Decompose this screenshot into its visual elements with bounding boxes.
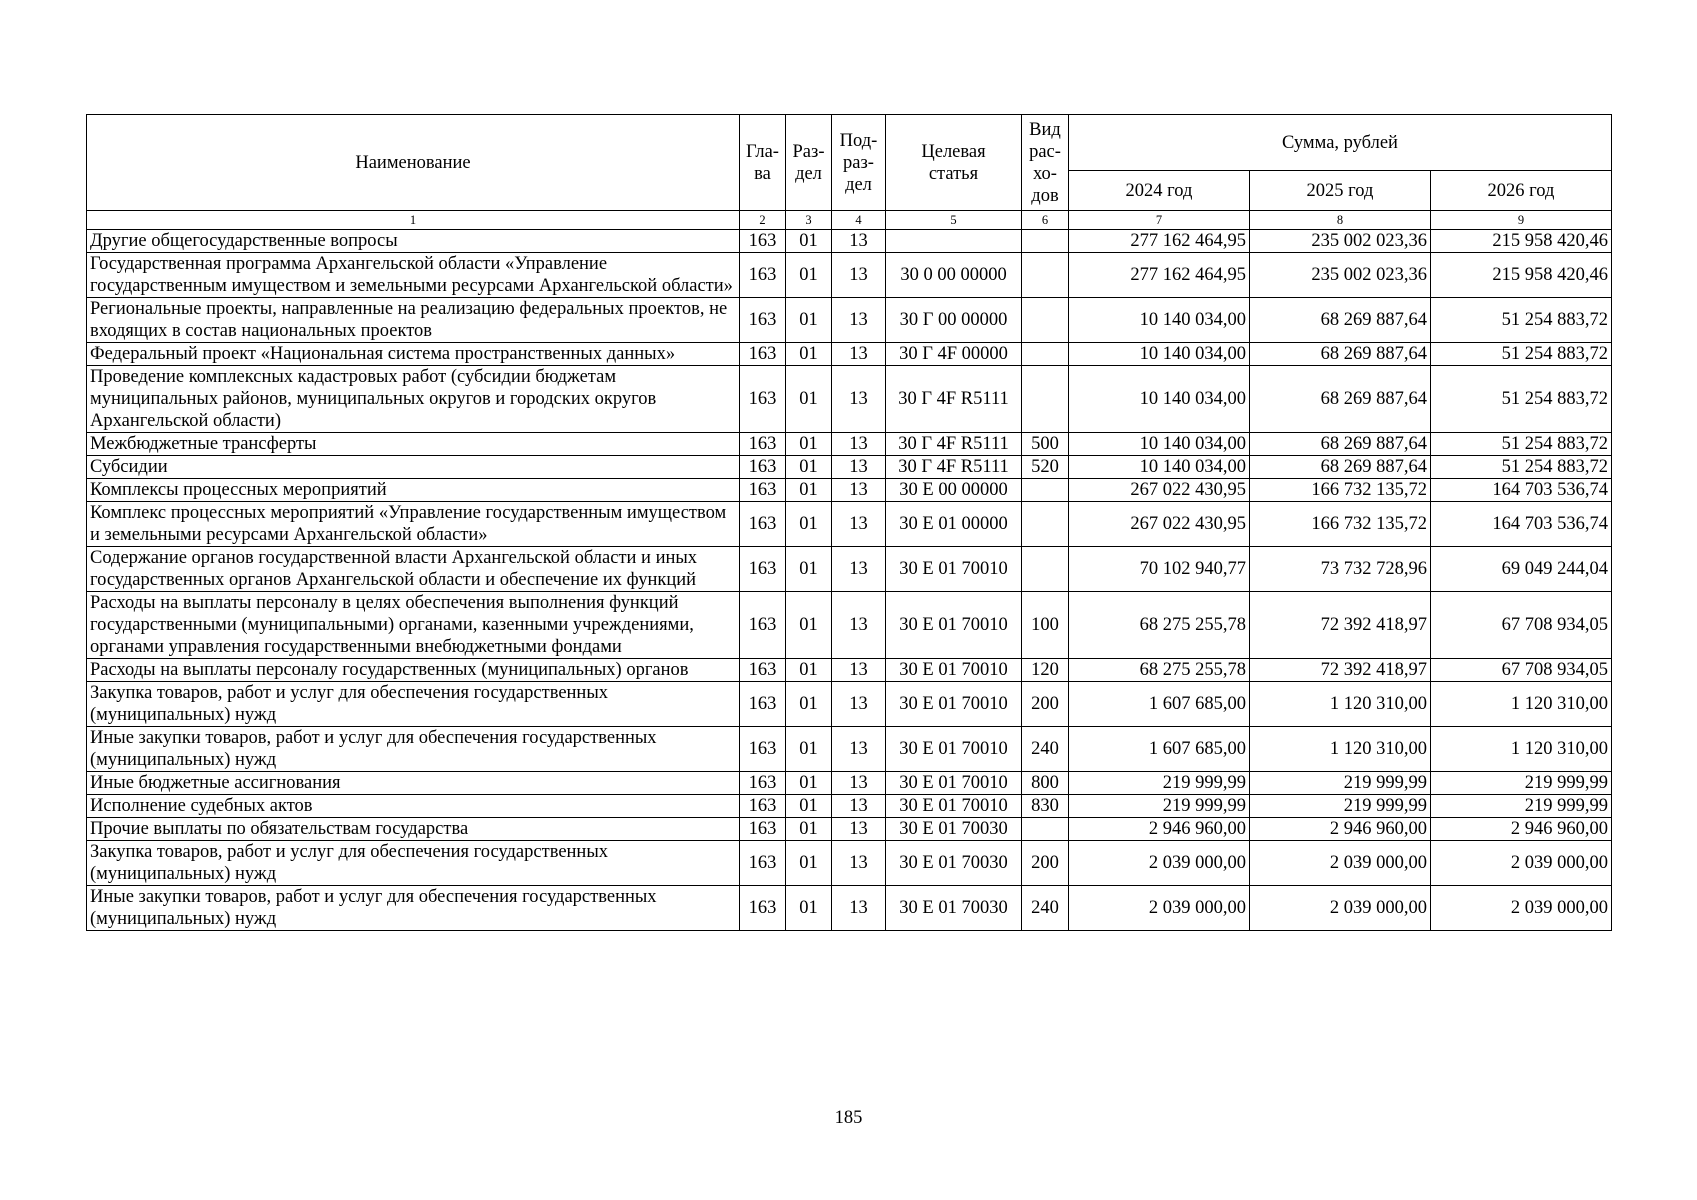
column-number: 9 — [1431, 211, 1612, 230]
row-vid-cell — [1022, 502, 1069, 547]
column-number: 4 — [832, 211, 886, 230]
row-amount-2024-cell: 277 162 464,95 — [1069, 230, 1250, 253]
row-vid-cell: 240 — [1022, 727, 1069, 772]
row-amount-2024-cell: 1 607 685,00 — [1069, 727, 1250, 772]
row-razdel-cell: 01 — [786, 253, 832, 298]
row-vid-cell — [1022, 479, 1069, 502]
row-name-cell: Иные бюджетные ассигнования — [87, 772, 740, 795]
row-glava-cell: 163 — [740, 366, 786, 433]
row-amount-2026-cell: 2 039 000,00 — [1431, 841, 1612, 886]
row-glava-cell: 163 — [740, 343, 786, 366]
row-amount-2026-cell: 67 708 934,05 — [1431, 659, 1612, 682]
row-glava-cell: 163 — [740, 659, 786, 682]
row-name-cell: Комплекс процессных мероприятий «Управление государственным имуществом и земельными ресурсами Архангельской области» — [87, 502, 740, 547]
row-amount-2026-cell: 219 999,99 — [1431, 795, 1612, 818]
row-podrazdel-cell: 13 — [832, 795, 886, 818]
row-glava-cell: 163 — [740, 727, 786, 772]
row-vid-cell — [1022, 818, 1069, 841]
row-amount-2025-cell: 72 392 418,97 — [1250, 592, 1431, 659]
row-amount-2026-cell: 2 946 960,00 — [1431, 818, 1612, 841]
row-glava-cell: 163 — [740, 682, 786, 727]
row-razdel-cell: 01 — [786, 841, 832, 886]
row-name-cell: Расходы на выплаты персоналу государственных (муниципальных) органов — [87, 659, 740, 682]
row-amount-2025-cell: 68 269 887,64 — [1250, 433, 1431, 456]
row-name-cell: Региональные проекты, направленные на реализацию федеральных проектов, не входящих в состав национальных проектов — [87, 298, 740, 343]
table-body — [87, 230, 1612, 931]
row-amount-2026-cell: 215 958 420,46 — [1431, 253, 1612, 298]
row-amount-2024-cell: 267 022 430,95 — [1069, 502, 1250, 547]
row-podrazdel-cell: 13 — [832, 230, 886, 253]
row-amount-2025-cell: 68 269 887,64 — [1250, 298, 1431, 343]
table-row — [87, 479, 1612, 502]
header-vid: Вид рас- хо- дов — [1022, 115, 1069, 211]
table-row — [87, 841, 1612, 886]
row-vid-cell — [1022, 298, 1069, 343]
row-amount-2025-cell: 73 732 728,96 — [1250, 547, 1431, 592]
row-glava-cell: 163 — [740, 230, 786, 253]
row-vid-cell — [1022, 547, 1069, 592]
table-row — [87, 886, 1612, 931]
row-podrazdel-cell: 13 — [832, 682, 886, 727]
row-vid-cell: 240 — [1022, 886, 1069, 931]
row-razdel-cell: 01 — [786, 772, 832, 795]
row-amount-2025-cell: 2 946 960,00 — [1250, 818, 1431, 841]
table-row — [87, 547, 1612, 592]
row-razdel-cell: 01 — [786, 366, 832, 433]
row-vid-cell: 100 — [1022, 592, 1069, 659]
row-amount-2024-cell: 10 140 034,00 — [1069, 456, 1250, 479]
row-amount-2024-cell: 2 039 000,00 — [1069, 841, 1250, 886]
table-header — [87, 115, 1612, 230]
row-podrazdel-cell: 13 — [832, 841, 886, 886]
column-numbers-row — [87, 211, 1612, 230]
row-amount-2025-cell: 68 269 887,64 — [1250, 456, 1431, 479]
row-target-cell: 30 Е 01 70010 — [886, 727, 1022, 772]
row-razdel-cell: 01 — [786, 502, 832, 547]
header-razdel: Раз- дел — [786, 115, 832, 211]
column-number: 7 — [1069, 211, 1250, 230]
table-row — [87, 456, 1612, 479]
row-target-cell: 30 Е 01 70010 — [886, 592, 1022, 659]
table-row — [87, 433, 1612, 456]
row-name-cell: Закупка товаров, работ и услуг для обеспечения государственных (муниципальных) нужд — [87, 682, 740, 727]
row-amount-2026-cell: 164 703 536,74 — [1431, 479, 1612, 502]
row-glava-cell: 163 — [740, 479, 786, 502]
row-podrazdel-cell: 13 — [832, 433, 886, 456]
row-amount-2025-cell: 72 392 418,97 — [1250, 659, 1431, 682]
row-amount-2026-cell: 51 254 883,72 — [1431, 433, 1612, 456]
row-target-cell: 30 Е 01 70030 — [886, 818, 1022, 841]
row-vid-cell: 520 — [1022, 456, 1069, 479]
row-glava-cell: 163 — [740, 433, 786, 456]
row-name-cell: Проведение комплексных кадастровых работ (субсидии бюджетам муниципальных районов, муниципальных округов и городских округов Архангельской области) — [87, 366, 740, 433]
row-razdel-cell: 01 — [786, 727, 832, 772]
row-razdel-cell: 01 — [786, 659, 832, 682]
row-podrazdel-cell: 13 — [832, 772, 886, 795]
row-target-cell: 30 Е 01 70010 — [886, 547, 1022, 592]
row-name-cell: Содержание органов государственной власти Архангельской области и иных государственных органов Архангельской области и обеспечение их функций — [87, 547, 740, 592]
row-name-cell: Межбюджетные трансферты — [87, 433, 740, 456]
row-podrazdel-cell: 13 — [832, 479, 886, 502]
row-amount-2024-cell: 2 039 000,00 — [1069, 886, 1250, 931]
row-target-cell: 30 Г 00 00000 — [886, 298, 1022, 343]
row-target-cell: 30 Г 4F 00000 — [886, 343, 1022, 366]
row-target-cell: 30 0 00 00000 — [886, 253, 1022, 298]
row-amount-2024-cell: 10 140 034,00 — [1069, 343, 1250, 366]
row-amount-2025-cell: 2 039 000,00 — [1250, 886, 1431, 931]
row-name-cell: Иные закупки товаров, работ и услуг для обеспечения государственных (муниципальных) нужд — [87, 727, 740, 772]
row-vid-cell — [1022, 366, 1069, 433]
row-razdel-cell: 01 — [786, 795, 832, 818]
table-row — [87, 682, 1612, 727]
row-name-cell: Закупка товаров, работ и услуг для обеспечения государственных (муниципальных) нужд — [87, 841, 740, 886]
row-name-cell: Федеральный проект «Национальная система пространственных данных» — [87, 343, 740, 366]
page-number: 185 — [834, 1108, 863, 1128]
row-amount-2024-cell: 267 022 430,95 — [1069, 479, 1250, 502]
header-podrazdel: Под- раз- дел — [832, 115, 886, 211]
row-name-cell: Комплексы процессных мероприятий — [87, 479, 740, 502]
row-amount-2025-cell: 1 120 310,00 — [1250, 682, 1431, 727]
row-target-cell: 30 Е 01 70010 — [886, 659, 1022, 682]
header-sum: Сумма, рублей — [1069, 115, 1612, 171]
row-amount-2024-cell: 1 607 685,00 — [1069, 682, 1250, 727]
row-vid-cell: 200 — [1022, 682, 1069, 727]
row-amount-2025-cell: 68 269 887,64 — [1250, 366, 1431, 433]
column-number: 8 — [1250, 211, 1431, 230]
row-vid-cell: 200 — [1022, 841, 1069, 886]
column-number: 3 — [786, 211, 832, 230]
row-amount-2025-cell: 68 269 887,64 — [1250, 343, 1431, 366]
row-name-cell: Иные закупки товаров, работ и услуг для обеспечения государственных (муниципальных) нужд — [87, 886, 740, 931]
row-amount-2024-cell: 10 140 034,00 — [1069, 298, 1250, 343]
row-target-cell: 30 Е 01 70010 — [886, 772, 1022, 795]
table-row — [87, 230, 1612, 253]
table-row — [87, 592, 1612, 659]
row-amount-2024-cell: 219 999,99 — [1069, 772, 1250, 795]
row-podrazdel-cell: 13 — [832, 343, 886, 366]
row-target-cell: 30 Е 01 70010 — [886, 682, 1022, 727]
row-amount-2026-cell: 164 703 536,74 — [1431, 502, 1612, 547]
table-row — [87, 772, 1612, 795]
row-glava-cell: 163 — [740, 592, 786, 659]
row-glava-cell: 163 — [740, 502, 786, 547]
row-vid-cell — [1022, 253, 1069, 298]
row-podrazdel-cell: 13 — [832, 298, 886, 343]
row-amount-2024-cell: 68 275 255,78 — [1069, 592, 1250, 659]
row-amount-2026-cell: 219 999,99 — [1431, 772, 1612, 795]
row-vid-cell: 830 — [1022, 795, 1069, 818]
row-podrazdel-cell: 13 — [832, 592, 886, 659]
row-podrazdel-cell: 13 — [832, 886, 886, 931]
row-target-cell: 30 Е 01 70030 — [886, 841, 1022, 886]
row-target-cell: 30 Г 4F R5111 — [886, 366, 1022, 433]
row-amount-2026-cell: 69 049 244,04 — [1431, 547, 1612, 592]
row-amount-2025-cell: 1 120 310,00 — [1250, 727, 1431, 772]
row-amount-2025-cell: 166 732 135,72 — [1250, 502, 1431, 547]
row-amount-2025-cell: 166 732 135,72 — [1250, 479, 1431, 502]
row-amount-2025-cell: 235 002 023,36 — [1250, 230, 1431, 253]
row-podrazdel-cell: 13 — [832, 818, 886, 841]
row-podrazdel-cell: 13 — [832, 547, 886, 592]
row-amount-2024-cell: 219 999,99 — [1069, 795, 1250, 818]
row-glava-cell: 163 — [740, 886, 786, 931]
row-target-cell: 30 Е 01 70010 — [886, 795, 1022, 818]
budget-table — [86, 114, 1612, 931]
row-amount-2026-cell: 67 708 934,05 — [1431, 592, 1612, 659]
row-amount-2025-cell: 219 999,99 — [1250, 795, 1431, 818]
row-glava-cell: 163 — [740, 547, 786, 592]
column-number: 2 — [740, 211, 786, 230]
row-amount-2026-cell: 51 254 883,72 — [1431, 298, 1612, 343]
row-podrazdel-cell: 13 — [832, 727, 886, 772]
table-row — [87, 253, 1612, 298]
row-razdel-cell: 01 — [786, 479, 832, 502]
row-name-cell: Государственная программа Архангельской области «Управление государственным имуществом и земельными ресурсами Архангельской области» — [87, 253, 740, 298]
row-glava-cell: 163 — [740, 841, 786, 886]
row-podrazdel-cell: 13 — [832, 659, 886, 682]
row-target-cell: 30 Е 01 00000 — [886, 502, 1022, 547]
header-target: Целевая статья — [886, 115, 1022, 211]
row-glava-cell: 163 — [740, 772, 786, 795]
row-amount-2026-cell: 1 120 310,00 — [1431, 682, 1612, 727]
row-target-cell: 30 Г 4F R5111 — [886, 456, 1022, 479]
header-name: Наименование — [87, 115, 740, 211]
row-amount-2024-cell: 277 162 464,95 — [1069, 253, 1250, 298]
row-glava-cell: 163 — [740, 818, 786, 841]
row-amount-2026-cell: 51 254 883,72 — [1431, 343, 1612, 366]
table-row — [87, 795, 1612, 818]
row-razdel-cell: 01 — [786, 456, 832, 479]
row-name-cell: Расходы на выплаты персоналу в целях обеспечения выполнения функций государственными (муниципальными) органами, казенными учреждениями, органами управления государственными внебюджетными фондами — [87, 592, 740, 659]
row-amount-2025-cell: 219 999,99 — [1250, 772, 1431, 795]
row-target-cell: 30 Е 01 70030 — [886, 886, 1022, 931]
row-glava-cell: 163 — [740, 298, 786, 343]
header-glava: Гла- ва — [740, 115, 786, 211]
row-razdel-cell: 01 — [786, 682, 832, 727]
header-year-2024: 2024 год — [1069, 171, 1250, 211]
row-amount-2024-cell: 10 140 034,00 — [1069, 433, 1250, 456]
row-amount-2026-cell: 51 254 883,72 — [1431, 456, 1612, 479]
row-name-cell: Исполнение судебных актов — [87, 795, 740, 818]
column-number: 1 — [87, 211, 740, 230]
column-number: 6 — [1022, 211, 1069, 230]
row-razdel-cell: 01 — [786, 343, 832, 366]
column-number: 5 — [886, 211, 1022, 230]
table-row — [87, 818, 1612, 841]
row-podrazdel-cell: 13 — [832, 253, 886, 298]
row-razdel-cell: 01 — [786, 298, 832, 343]
table-row — [87, 366, 1612, 433]
row-glava-cell: 163 — [740, 253, 786, 298]
table-row — [87, 727, 1612, 772]
row-amount-2024-cell: 10 140 034,00 — [1069, 366, 1250, 433]
row-amount-2026-cell: 1 120 310,00 — [1431, 727, 1612, 772]
row-vid-cell: 500 — [1022, 433, 1069, 456]
row-razdel-cell: 01 — [786, 433, 832, 456]
row-razdel-cell: 01 — [786, 886, 832, 931]
row-amount-2026-cell: 51 254 883,72 — [1431, 366, 1612, 433]
row-vid-cell — [1022, 230, 1069, 253]
row-amount-2025-cell: 2 039 000,00 — [1250, 841, 1431, 886]
row-target-cell — [886, 230, 1022, 253]
row-target-cell: 30 Е 00 00000 — [886, 479, 1022, 502]
row-podrazdel-cell: 13 — [832, 502, 886, 547]
row-amount-2026-cell: 215 958 420,46 — [1431, 230, 1612, 253]
row-vid-cell: 800 — [1022, 772, 1069, 795]
row-podrazdel-cell: 13 — [832, 366, 886, 433]
row-target-cell: 30 Г 4F R5111 — [886, 433, 1022, 456]
row-glava-cell: 163 — [740, 795, 786, 818]
row-amount-2024-cell: 68 275 255,78 — [1069, 659, 1250, 682]
row-vid-cell: 120 — [1022, 659, 1069, 682]
row-name-cell: Прочие выплаты по обязательствам государства — [87, 818, 740, 841]
row-razdel-cell: 01 — [786, 230, 832, 253]
header-year-2026: 2026 год — [1431, 171, 1612, 211]
row-name-cell: Другие общегосударственные вопросы — [87, 230, 740, 253]
row-amount-2025-cell: 235 002 023,36 — [1250, 253, 1431, 298]
row-name-cell: Субсидии — [87, 456, 740, 479]
table-row — [87, 659, 1612, 682]
header-year-2025: 2025 год — [1250, 171, 1431, 211]
table-row — [87, 343, 1612, 366]
row-glava-cell: 163 — [740, 456, 786, 479]
row-amount-2026-cell: 2 039 000,00 — [1431, 886, 1612, 931]
row-razdel-cell: 01 — [786, 818, 832, 841]
row-amount-2024-cell: 70 102 940,77 — [1069, 547, 1250, 592]
row-amount-2024-cell: 2 946 960,00 — [1069, 818, 1250, 841]
row-razdel-cell: 01 — [786, 547, 832, 592]
row-vid-cell — [1022, 343, 1069, 366]
table-row — [87, 298, 1612, 343]
row-razdel-cell: 01 — [786, 592, 832, 659]
table-row — [87, 502, 1612, 547]
row-podrazdel-cell: 13 — [832, 456, 886, 479]
